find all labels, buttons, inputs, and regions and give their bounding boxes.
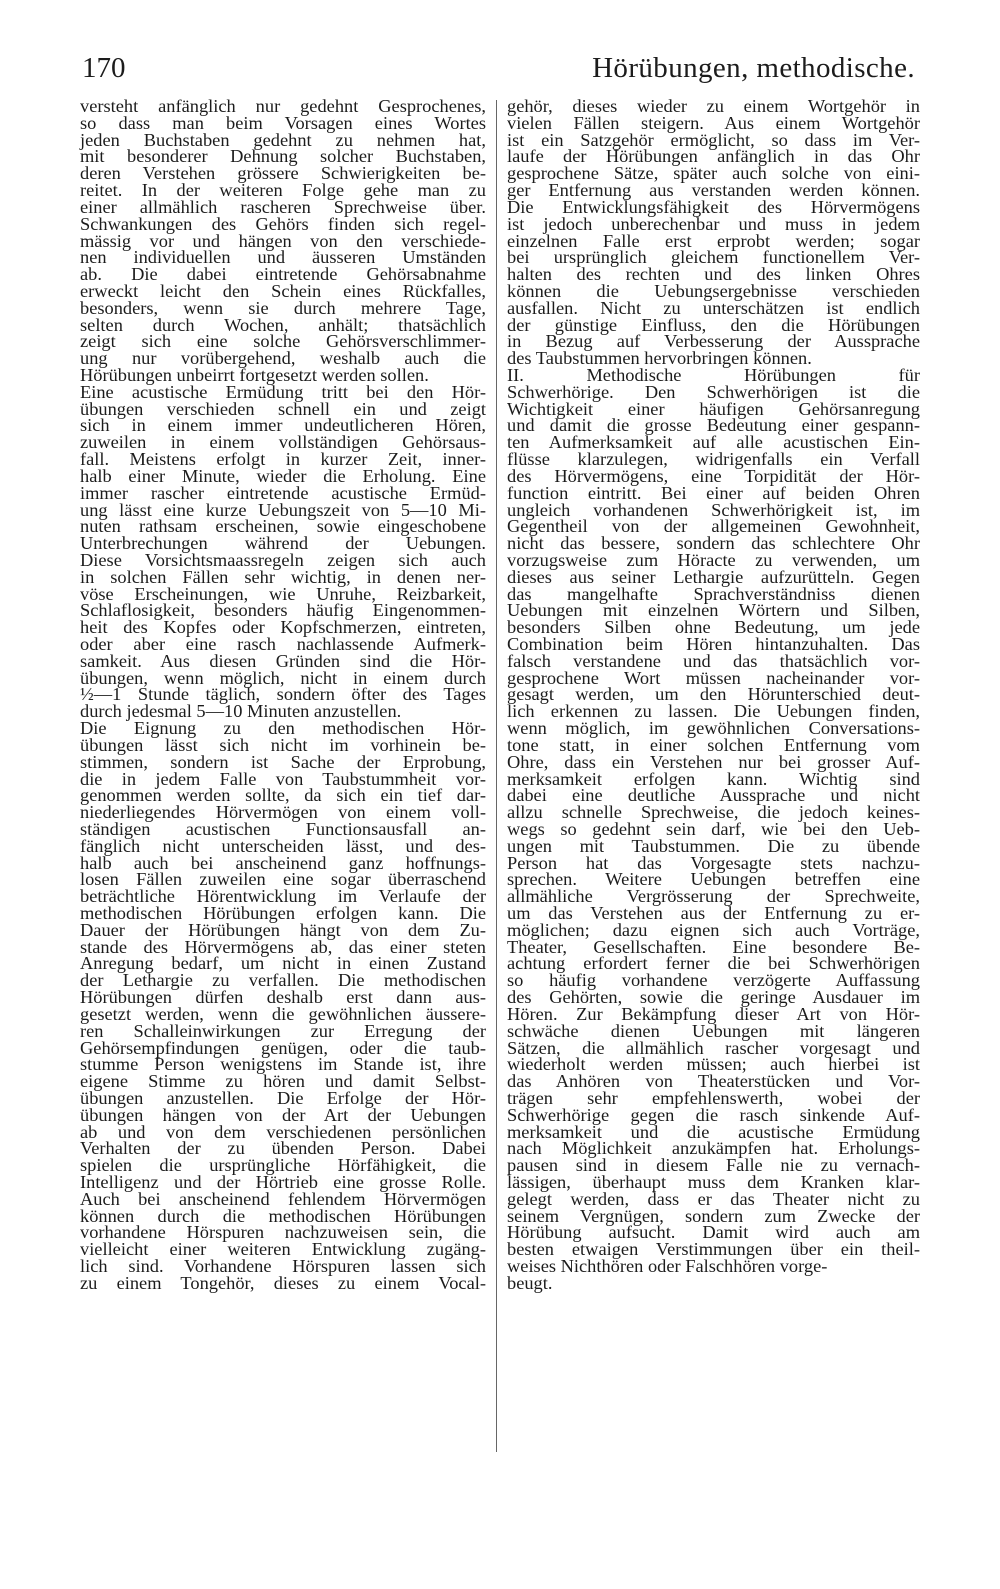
text-line: schwäche dienen Uebungen mit längeren bbox=[507, 1020, 920, 1041]
page-number: 170 bbox=[82, 52, 126, 84]
text-line: sprechen. Weitere Uebungen betreffen eine bbox=[507, 869, 920, 890]
text-line: nen individuellen und äusseren Umständen bbox=[80, 247, 486, 268]
text-line: fall. Meistens erfolgt in kurzer Zeit, inner- bbox=[80, 449, 486, 470]
text-line: Combination beim Hören hintanzuhalten. Das bbox=[507, 634, 920, 654]
text-line: losen Fällen zuweilen eine sogar überraschend bbox=[80, 869, 486, 890]
text-line: Hörübung aufsucht. Damit wird auch am bbox=[507, 1222, 920, 1243]
text-line: ren Schalleinwirkungen zur Erregung der bbox=[80, 1020, 486, 1041]
text-line: der Lethargie zu verfallen. Die methodischen bbox=[80, 970, 486, 991]
text-line: gehör, dieses wieder zu einem Wortgehör in bbox=[507, 96, 920, 116]
text-line: vielen Fällen steigern. Aus einem Wortgehör bbox=[507, 112, 920, 133]
text-line: Person hat das Vorgesagte stets nachzu- bbox=[507, 852, 920, 873]
text-line: vorzugsweise zum Höracte zu verwenden, um bbox=[507, 549, 920, 570]
text-line: Hörübungen dürfen deshalb erst dann aus- bbox=[80, 987, 486, 1008]
text-line: seinem Vergnügen, sondern zum Zwecke der bbox=[507, 1205, 920, 1226]
text-line: Uebungen mit einzelnen Wörtern und Silben, bbox=[507, 600, 920, 621]
text-line: einer allmählich rascheren Sprechweise über. bbox=[80, 196, 486, 217]
text-line: Intelligenz und der Hörtrieb eine grosse Rolle. bbox=[80, 1172, 486, 1192]
text-line: lässigen, überhaupt muss dem Kranken klar- bbox=[507, 1172, 920, 1192]
text-line: Gegentheil von der allgemeinen Gewohnheit, bbox=[507, 516, 920, 537]
text-line: Gehörsempfindungen genügen, oder die taub- bbox=[80, 1037, 486, 1058]
text-line: pausen sind in diesem Falle nie zu vernach- bbox=[507, 1155, 920, 1176]
text-line: übungen anzustellen. Die Erfolge der Hör- bbox=[80, 1087, 486, 1108]
text-line: ½—1 Stunde täglich, sondern öfter des Tages bbox=[80, 684, 486, 705]
text-line: vöse Erscheinungen, wie Unruhe, Reizbarkeit, bbox=[80, 583, 486, 604]
text-line: beugt. bbox=[507, 1272, 553, 1293]
text-line: Schwankungen des Gehörs finden sich regel- bbox=[80, 213, 486, 234]
text-line: besonders, wenn sie durch mehrere Tage, bbox=[80, 297, 486, 318]
text-line: mässig vor und hängen von den verschiede- bbox=[80, 230, 486, 251]
text-line: ung lässt eine kurze Uebungszeit von 5—10 Mi- bbox=[80, 499, 486, 520]
text-line: weises Nichthören oder Falschhören vorge- bbox=[507, 1256, 828, 1277]
text-line: durch jedesmal 5—10 Minuten anzustellen. bbox=[80, 701, 402, 722]
text-line: versteht anfänglich nur gedehnt Gesprochenes, bbox=[80, 96, 486, 116]
left-text-column bbox=[80, 98, 486, 1292]
text-line: Schwerhörige. Den Schwerhörigen ist die bbox=[507, 381, 920, 402]
text-line: das Anhören von Theaterstücken und Vor- bbox=[507, 1071, 920, 1092]
text-line: ten Aufmerksamkeit auf alle acustischen Ein- bbox=[507, 432, 920, 453]
text-line: nicht das bessere, sondern das schlechtere Ohr bbox=[507, 533, 920, 554]
text-line: Die Eignung zu den methodischen Hör- bbox=[80, 718, 486, 739]
text-line: dabei eine deutliche Aussprache und nicht bbox=[507, 785, 920, 806]
text-line: niederliegendes Hörvermögen von einem voll- bbox=[80, 802, 486, 823]
text-line: flüsse klarzulegen, widrigenfalls ein Verfall bbox=[507, 449, 920, 470]
text-line: Schlaflosigkeit, besonders häufig Eingenommen- bbox=[80, 600, 486, 621]
text-line: und damit die grosse Bedeutung einer gespann- bbox=[507, 415, 920, 436]
text-line: ist jedoch unberechenbar und muss in jedem bbox=[507, 213, 920, 234]
text-line: Hören. Zur Bekämpfung dieser Art von Hör- bbox=[507, 1003, 920, 1024]
text-line: in Bezug auf Verbesserung der Aussprache bbox=[507, 331, 920, 352]
text-line: bei ursprünglich gleichem functionellem Ver- bbox=[507, 247, 920, 268]
text-line: ab und von dem verschiedenen persönlichen bbox=[80, 1121, 486, 1142]
text-line: Die Entwicklungsfähigkeit des Hörvermögens bbox=[507, 196, 920, 217]
text-line: ung nur vorübergehend, weshalb auch die bbox=[80, 348, 486, 369]
text-line: ger Entfernung aus verstanden werden können. bbox=[507, 180, 920, 201]
text-line: falsch verstandene und das thatsächlich vor- bbox=[507, 650, 920, 671]
text-line: merksamkeit erfolgen kann. Wichtig sind bbox=[507, 768, 920, 789]
text-line: um das Verstehen aus der Entfernung zu er- bbox=[507, 903, 920, 923]
text-line: nuten rathsam erscheinen, sowie eingeschobene bbox=[80, 516, 486, 537]
text-line: fänglich nicht unterscheiden lässt, und des- bbox=[80, 835, 486, 856]
text-line: jeden Buchstaben gedehnt zu nehmen hat, bbox=[80, 129, 486, 150]
text-line: trägen sehr empfehlenswerth, wobei der bbox=[507, 1087, 920, 1108]
text-line: besten etwaigen Verstimmungen über ein theil- bbox=[507, 1239, 920, 1260]
text-line: sich in einem immer undeutlicheren Hören, bbox=[80, 415, 486, 436]
text-line: nach Möglichkeit anzukämpfen hat. Erholungs- bbox=[507, 1138, 920, 1159]
text-line: des Gehörten, sowie die geringe Ausdauer im bbox=[507, 987, 920, 1008]
text-line: besonders Silben ohne Bedeutung, um jede bbox=[507, 617, 920, 638]
text-line: zeigt sich eine solche Gehörsverschlimmer- bbox=[80, 331, 486, 352]
text-line: des Taubstummen hervorbringen können. bbox=[507, 348, 812, 369]
text-line: ständigen acustischen Functionsausfall an- bbox=[80, 818, 486, 839]
text-line: vorhandene Hörspuren nachzuweisen sein, die bbox=[80, 1222, 486, 1243]
text-line: wenn möglich, im gewöhnlichen Conversations- bbox=[507, 718, 920, 739]
text-line: so häufig vorhandene verzögerte Auffassung bbox=[507, 970, 920, 991]
text-line: Auch bei anscheinend fehlendem Hörvermögen bbox=[80, 1188, 486, 1209]
text-line: ab. Die dabei eintretende Gehörsabnahme bbox=[80, 264, 486, 285]
text-line: achtung erfordert ferner die bei Schwerhörigen bbox=[507, 953, 920, 974]
text-line: dieses aus seiner Lethargie aufzurütteln. Gegen bbox=[507, 566, 920, 587]
text-line: wiederholt werden müssen; auch hierbei ist bbox=[507, 1054, 920, 1075]
text-line: übungen verschieden schnell ein und zeigt bbox=[80, 398, 486, 419]
text-line: eigene Stimme zu hören und damit Selbst- bbox=[80, 1071, 486, 1092]
text-line: übungen hängen von der Art der Uebungen bbox=[80, 1104, 486, 1125]
text-line: ausfallen. Nicht zu unterschätzen ist endlich bbox=[507, 297, 920, 318]
text-line: Diese Vorsichtsmaassregeln zeigen sich auch bbox=[80, 549, 486, 570]
text-line: Schwerhörige gegen die rasch sinkende Auf- bbox=[507, 1104, 920, 1125]
text-line: Sätzen, die allmählich rascher vorgesagt und bbox=[507, 1037, 920, 1058]
text-line: einzelnen Falle erst erprobt werden; sogar bbox=[507, 230, 920, 251]
text-line: genommen werden sollte, da sich ein tief dar- bbox=[80, 785, 486, 806]
text-line: so dass man beim Vorsagen eines Wortes bbox=[80, 112, 486, 133]
text-line: oder aber eine rasch nachlassende Aufmerk- bbox=[80, 634, 486, 654]
text-line: tone statt, in einer solchen Entfernung vom bbox=[507, 734, 920, 755]
text-line: Dauer der Hörübungen hängt von dem Zu- bbox=[80, 919, 486, 940]
text-line: die in jedem Falle von Taubstummheit vor- bbox=[80, 768, 486, 789]
text-line: zuweilen in einem vollständigen Gehörsaus- bbox=[80, 432, 486, 453]
text-line: möglichen; dazu eignen sich auch Vorträge, bbox=[507, 919, 920, 940]
text-line: gesagt werden, um den Hörunterschied deut- bbox=[507, 684, 920, 705]
running-head: Hörübungen, methodische. bbox=[592, 52, 915, 84]
text-line: selten durch Wochen, anhält; thatsächlich bbox=[80, 314, 486, 335]
text-line: erweckt leicht den Schein eines Rückfalles, bbox=[80, 280, 486, 301]
text-line: können durch die methodischen Hörübungen bbox=[80, 1205, 486, 1226]
text-line: Verhalten der zu übenden Person. Dabei bbox=[80, 1138, 486, 1159]
text-line: halb auch bei anscheinend ganz hoffnungs- bbox=[80, 852, 486, 873]
text-line: lich erkennen zu lassen. Die Uebungen finden, bbox=[507, 701, 920, 722]
text-line: übungen, wenn möglich, nicht in einem durch bbox=[80, 667, 486, 688]
text-line: reitet. In der weiteren Folge gehe man zu bbox=[80, 180, 486, 201]
text-line: das mangelhafte Sprachverständniss dienen bbox=[507, 583, 920, 604]
text-line: Theater, Gesellschaften. Eine besondere Be- bbox=[507, 936, 920, 957]
text-line: ungleich vorhandenen Schwerhörigkeit ist, im bbox=[507, 499, 920, 520]
text-line: übungen lässt sich nicht im vorhinein be- bbox=[80, 734, 486, 755]
text-line: function eintritt. Bei einer auf beiden Ohren bbox=[507, 482, 920, 503]
text-line: Wichtigkeit einer häufigen Gehörsanregung bbox=[507, 398, 920, 419]
text-line: stumme Person wenigstens im Stande ist, ihre bbox=[80, 1054, 486, 1075]
text-line: gesprochene Sätze, später auch solche von eini- bbox=[507, 163, 920, 184]
text-line: methodischen Hörübungen erfolgen kann. Die bbox=[80, 903, 486, 923]
text-line: stande des Hörvermögens ab, das einer steten bbox=[80, 936, 486, 957]
text-line: mit besonderer Dehnung solcher Buchstaben, bbox=[80, 146, 486, 167]
text-line: Hörübungen unbeirrt fortgesetzt werden sollen. bbox=[80, 365, 429, 385]
text-line: laufe der Hörübungen anfänglich in das Ohr bbox=[507, 146, 920, 167]
right-text-column bbox=[507, 98, 920, 1292]
text-line: deren Verstehen grössere Schwierigkeiten be- bbox=[80, 163, 486, 184]
text-line: gelegt werden, dass er das Theater nicht zu bbox=[507, 1188, 920, 1209]
text-line: können die Uebungsergebnisse verschieden bbox=[507, 280, 920, 301]
text-line: II. Methodische Hörübungen für bbox=[507, 365, 920, 385]
text-line: samkeit. Aus diesen Gründen sind die Hör- bbox=[80, 650, 486, 671]
text-line: Ohre, dass ein Verstehen nur bei grosser Auf- bbox=[507, 751, 920, 772]
text-line: lich sind. Vorhandene Hörspuren lassen sich bbox=[80, 1256, 486, 1277]
text-line: zu einem Tongehör, dieses zu einem Vocal- bbox=[80, 1272, 486, 1293]
text-line: spielen die ursprüngliche Hörfähigkeit, die bbox=[80, 1155, 486, 1176]
text-line: der günstige Einfluss, den die Hörübungen bbox=[507, 314, 920, 335]
text-line: allzu schnelle Sprechweise, die jedoch keines- bbox=[507, 802, 920, 823]
text-line: wegs so gedehnt sein darf, wie bei den Ueb- bbox=[507, 818, 920, 839]
text-line: Anregung bedarf, um nicht in einen Zustand bbox=[80, 953, 486, 974]
text-line: vielleicht einer weiteren Entwicklung zugäng- bbox=[80, 1239, 486, 1260]
text-line: Eine acustische Ermüdung tritt bei den Hör- bbox=[80, 381, 486, 402]
text-line: beträchtliche Hörentwicklung im Verlaufe der bbox=[80, 886, 486, 907]
text-line: immer rascher eintretende acustische Ermüd- bbox=[80, 482, 486, 503]
text-line: in solchen Fällen sehr wichtig, in denen ner- bbox=[80, 566, 486, 587]
text-line: halb einer Minute, wieder die Erholung. Eine bbox=[80, 465, 486, 486]
text-line: halten des rechten und des linken Ohres bbox=[507, 264, 920, 285]
text-line: des Hörvermögens, eine Torpidität der Hör- bbox=[507, 465, 920, 486]
column-divider bbox=[496, 100, 497, 1452]
text-line: ist ein Satzgehör ermöglicht, so dass im Ver- bbox=[507, 129, 920, 150]
text-line: allmähliche Vergrösserung der Sprechweite, bbox=[507, 886, 920, 907]
text-line: gesprochene Wort müssen nacheinander vor- bbox=[507, 667, 920, 688]
text-line: ungen mit Taubstummen. Die zu übende bbox=[507, 835, 920, 856]
text-line: gesetzt werden, wenn die gewöhnlichen äussere- bbox=[80, 1003, 486, 1024]
text-line: merksamkeit und die acustische Ermüdung bbox=[507, 1121, 920, 1142]
text-line: Unterbrechungen während der Uebungen. bbox=[80, 533, 486, 554]
page-header bbox=[80, 52, 915, 92]
text-line: heit des Kopfes oder Kopfschmerzen, eintreten, bbox=[80, 617, 486, 638]
text-line: stimmen, sondern ist Sache der Erprobung, bbox=[80, 751, 486, 772]
